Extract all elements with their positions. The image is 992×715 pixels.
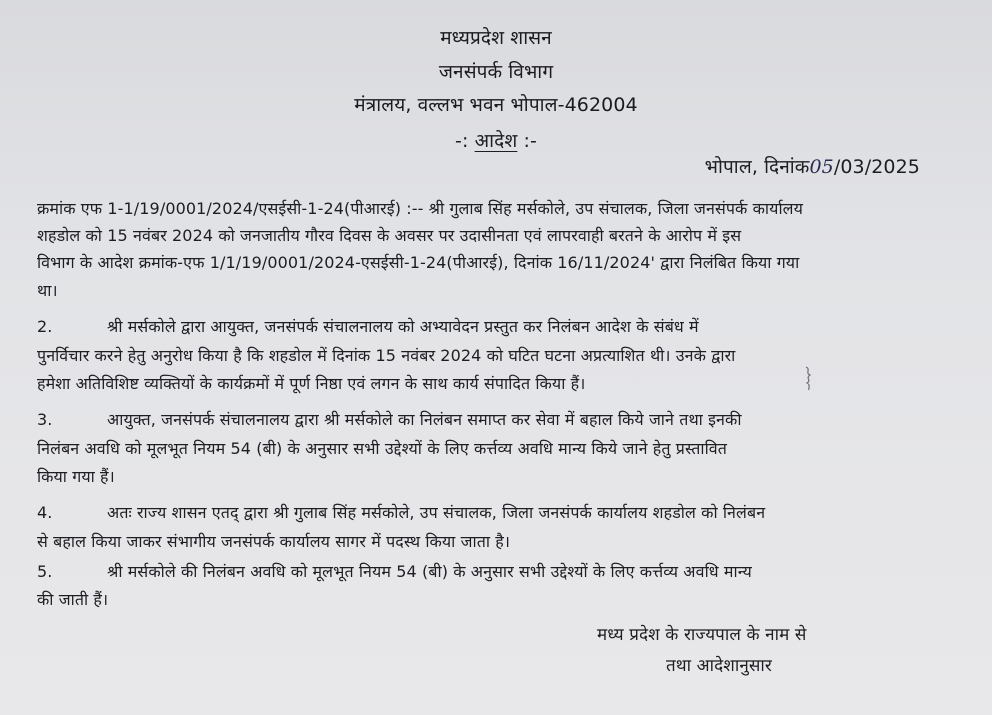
department-heading: जनसंपर्क विभाग xyxy=(438,61,554,83)
paragraph-5-line-2: की जाती हैं। xyxy=(37,590,109,609)
paragraph-1-line-4: था। xyxy=(37,281,58,300)
paragraph-2-line-3: हमेशा अतिविशिष्ट व्यक्तियों के कार्यक्रमों में पूर्ण निष्ठा एवं लगन के साथ कार्य संपादित किया हैं। xyxy=(37,374,586,393)
signature-line-2: तथा आदेशानुसार xyxy=(666,656,772,676)
paragraph-4-line-2: से बहाल किया जाकर संभागीय जनसंपर्क कार्यालय सागर में पदस्थ किया जाता है। xyxy=(37,532,511,551)
paragraph-5-line-1-text: श्री मर्सकोले की निलंबन अवधि को मूलभूत नियम 54 (बी) के अनुसार सभी उद्देश्यों के लिए कर्त्तव्य अवधि मान्य xyxy=(107,562,752,581)
pen-mark xyxy=(803,365,815,391)
order-title-left-mark: -: xyxy=(455,130,469,152)
address-heading: मंत्रालय, वल्लभ भवन भोपाल-462004 xyxy=(354,94,638,116)
order-date xyxy=(705,155,920,179)
paragraph-4-line-1 xyxy=(37,503,937,523)
paragraph-3-line-1-text: आयुक्त, जनसंपर्क संचालनालय द्वारा श्री मर्सकोले का निलंबन समाप्त कर सेवा में बहाल किये जाने तथा इनकी xyxy=(107,410,742,429)
paragraph-3-line-3: किया गया हैं। xyxy=(37,467,115,486)
date-rest: /03/2025 xyxy=(833,156,920,178)
order-title xyxy=(0,129,992,153)
date-prefix: भोपाल, दिनांक xyxy=(704,156,810,178)
paragraph-4-line-1-text: अतः राज्य शासन एतद् द्वारा श्री गुलाब सिंह मर्सकोले, उप संचालक, जिला जनसंपर्क कार्यालय शहडोल को निलंबन xyxy=(107,503,766,522)
paragraph-1-line-2: शहडोल को 15 नवंबर 2024 को जनजातीय गौरव दिवस के अवसर पर उदासीनता एवं लापरवाही बरतने के आरोप में इस xyxy=(37,226,742,245)
signature-line-1: मध्य प्रदेश के राज्यपाल के नाम से xyxy=(597,625,807,645)
paragraph-1-line-1: क्रमांक एफ 1-1/19/0001/2024/एसईसी-1-24(पीआरई) :-- श्री गुलाब सिंह मर्सकोले, उप संचालक, जिला जनसंपर्क कार्यालय xyxy=(37,199,804,218)
paragraph-2-line-2: पुनर्विचार करने हेतु अनुरोध किया है कि शहडोल में दिनांक 15 नवंबर 2024 को घटित घटना अप्रत्याशित थी। उनके द्वारा xyxy=(37,346,736,365)
order-title-right-mark: :- xyxy=(523,130,537,152)
paragraph-5-number: 5. xyxy=(37,562,53,581)
paragraph-3-line-1 xyxy=(37,410,937,430)
paragraph-2-line-1-text: श्री मर्सकोले द्वारा आयुक्त, जनसंपर्क संचालनालय को अभ्यावेदन प्रस्तुत कर निलंबन आदेश के संबंध में xyxy=(107,317,699,336)
paragraph-2-number: 2. xyxy=(37,317,53,336)
government-heading: मध्यप्रदेश शासन xyxy=(440,27,552,49)
paragraph-1-line-3: विभाग के आदेश क्रमांक-एफ 1/1/19/0001/2024-एसईसी-1-24(पीआरई), दिनांक 16/11/2024' द्वारा निलंबित किया गया xyxy=(37,253,800,272)
paragraph-5-line-1 xyxy=(37,562,937,582)
paragraph-3-number: 3. xyxy=(37,410,53,429)
order-title-word: आदेश xyxy=(474,130,518,152)
date-day-handwritten: 05 xyxy=(809,156,834,178)
paragraph-3-line-2: निलंबन अवधि को मूलभूत नियम 54 (बी) के अनुसार सभी उद्देश्यों के लिए कर्त्तव्य अवधि मान्य किये जाने हेतु प्रस्तावित xyxy=(37,439,727,458)
paragraph-2-line-1 xyxy=(37,317,937,337)
paragraph-4-number: 4. xyxy=(37,503,53,522)
